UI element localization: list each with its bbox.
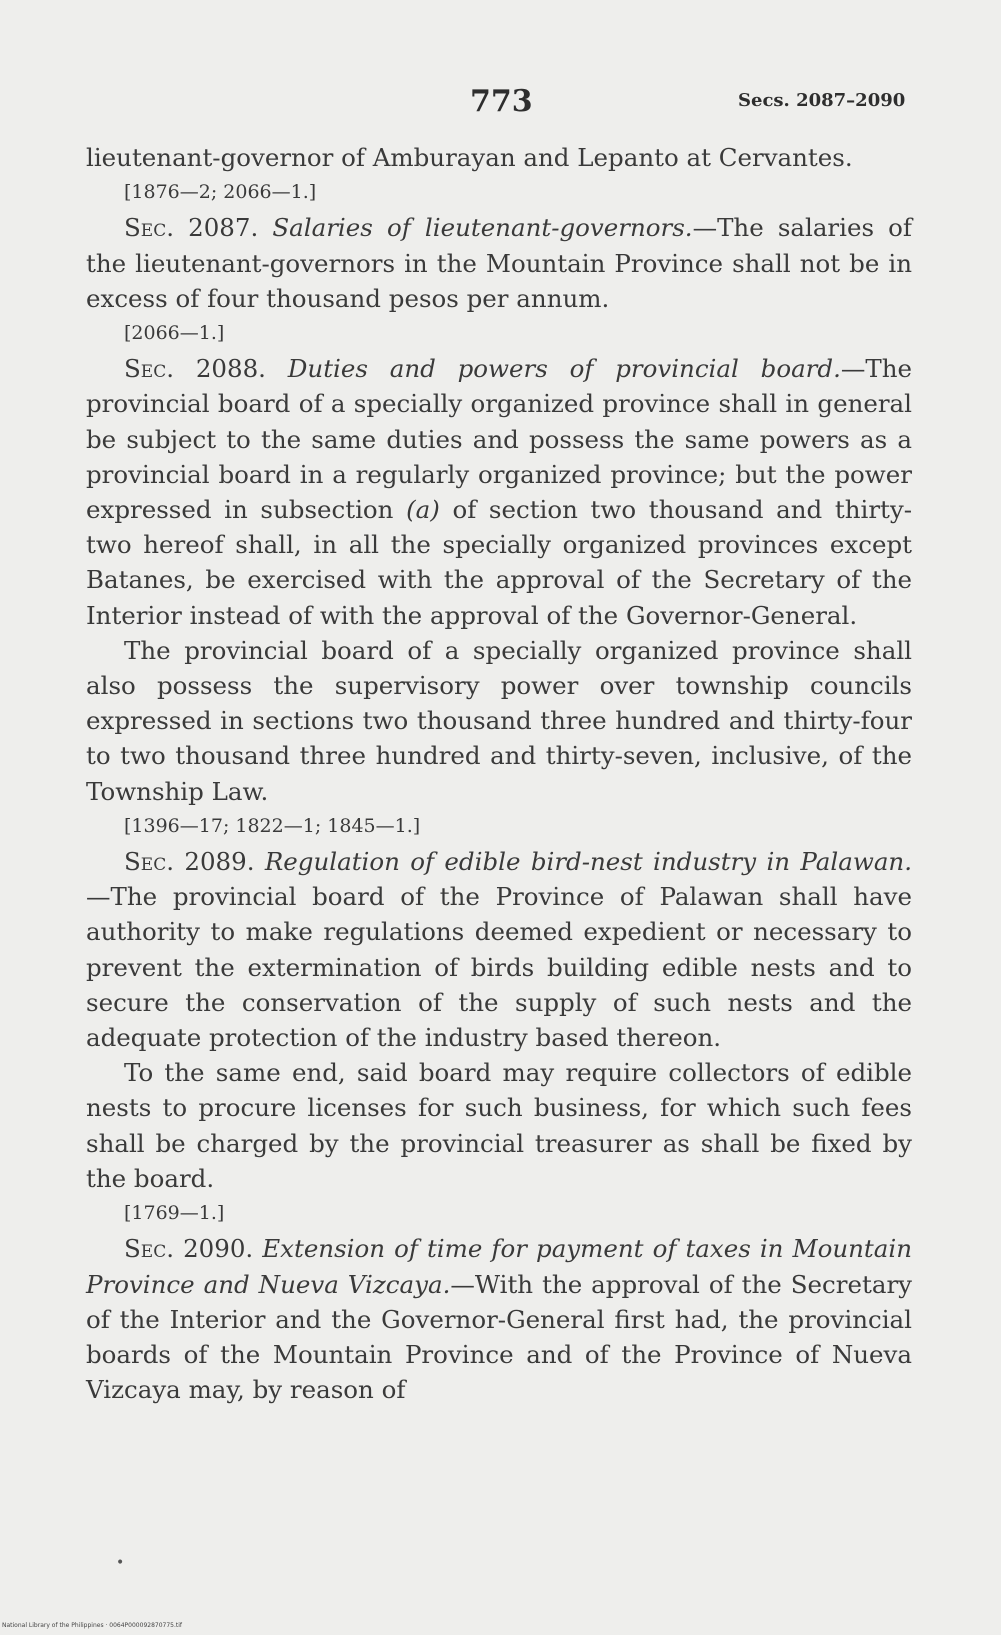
section-2089-paragraph-2: To the same end, said board may require collectors of edible nests to procure licenses for such business, for which such fees shall be charged by the provincial treasurer as shall be fixed by the board. — [86, 1058, 912, 1193]
citation: [2066—1.] — [124, 322, 225, 345]
section-number: 2089. — [184, 847, 255, 877]
section-number: 2088. — [195, 354, 266, 384]
section-range-header: Secs. 2087–2090 — [738, 90, 906, 111]
section-label: Sec. — [124, 213, 174, 243]
section-2088-paragraph-2: The provincial board of a specially organized province shall also possess the supervisory power over township councils expressed in sections two thousand three hundred and thirty-four to two thousand three hundred and thirty-seven, inclusive, of the Township Law. — [86, 635, 912, 806]
section-heading: Regulation of edible bird-nest industry in Palawan. — [264, 847, 912, 877]
section-heading: Duties and powers of provincial board. — [287, 354, 841, 384]
bullet-mark: • — [116, 1555, 125, 1571]
section-2089 — [86, 844, 912, 1055]
section-2088 — [86, 351, 912, 633]
section-number: 2087. — [188, 213, 259, 243]
subsection-reference: (a) — [406, 495, 440, 525]
body-text — [86, 140, 912, 1407]
section-label: Sec. — [124, 847, 174, 877]
section-number: 2090. — [183, 1234, 254, 1264]
section-2087 — [86, 210, 912, 316]
citation: [1876—2; 2066—1.] — [124, 181, 317, 204]
section-text: —The provincial board of the Province of Palawan shall have authority to make regulations deemed expedient or necessary to prevent the extermination of birds building edible nests and to secure the conservation of the supply of such nests and the adequate protection of the industry based thereon. — [86, 882, 912, 1053]
page-number: 773 — [470, 84, 533, 119]
section-label: Sec. — [124, 354, 174, 384]
section-label: Sec. — [124, 1234, 174, 1264]
section-2090 — [86, 1231, 912, 1407]
section-text: —The salaries of the lieutenant-governors in the Mountain Province shall not be in excess of four thousand pesos per annum. — [86, 213, 912, 313]
section-heading: Salaries of lieutenant-governors. — [272, 213, 693, 243]
section-text: of section two thousand and thirty-two hereof shall, in all the specially organized provinces except Batanes, be exercised with the approval of the Secretary of the Interior instead of with the approval of the Governor-General. — [86, 495, 912, 630]
citation: [1769—1.] — [124, 1202, 225, 1225]
section-text: —The provincial board of a specially organized province shall in general be subject to the same duties and possess the same powers as a provincial board in a regularly organized province; but the power expressed in subsection — [86, 354, 912, 525]
continuation-paragraph: lieutenant-governor of Amburayan and Lepanto at Cervantes. — [86, 143, 853, 172]
citation: [1396—17; 1822—1; 1845—1.] — [124, 814, 421, 837]
scan-footer-stamp: National Library of the Philippines · 0064P000092870775.tif — [2, 1622, 183, 1629]
section-heading: Extension of time for payment of taxes in Mountain Province and Nueva Vizcaya. — [86, 1234, 912, 1299]
section-text: —With the approval of the Secretary of the Interior and the Governor-General first had, the provincial boards of the Mountain Province and of the Province of Nueva Vizcaya may, by reason of — [86, 1269, 912, 1405]
